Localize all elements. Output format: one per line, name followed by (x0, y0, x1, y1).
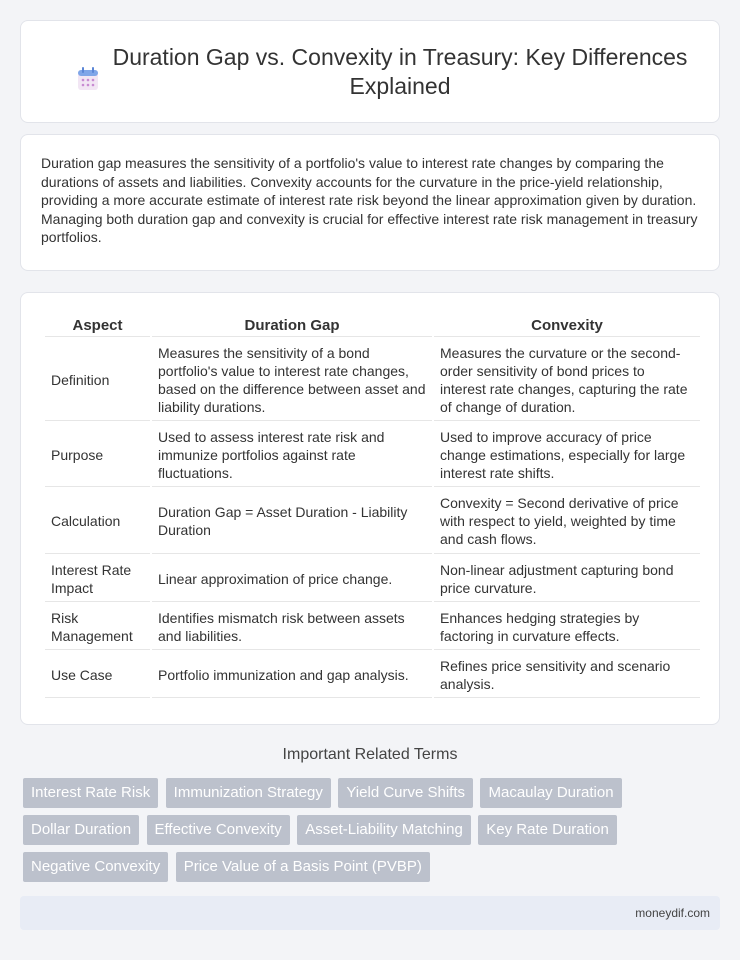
related-term-tag[interactable]: Effective Convexity (147, 815, 290, 845)
comparison-table (43, 313, 702, 700)
related-term-tag[interactable]: Immunization Strategy (166, 778, 331, 808)
footer (20, 896, 720, 930)
table-row (45, 423, 700, 487)
related-term-tag[interactable]: Key Rate Duration (478, 815, 617, 845)
table-row (45, 556, 700, 602)
table-row (45, 489, 700, 554)
comparison-card (20, 292, 720, 725)
table-row (45, 604, 700, 650)
duration-gap-cell: Linear approximation of price change. (152, 556, 432, 602)
related-terms-title: Important Related Terms (282, 746, 458, 763)
convexity-cell: Convexity = Second derivative of price with respect to yield, weighted by time and cash flows. (434, 489, 700, 554)
duration-gap-cell: Measures the sensitivity of a bond portfolio's value to interest rate changes, based on the difference between asset and liability durations. (152, 339, 432, 421)
related-term-tag[interactable]: Interest Rate Risk (23, 778, 158, 808)
aspect-cell: Risk Management (45, 604, 150, 650)
duration-gap-cell: Portfolio immunization and gap analysis. (152, 652, 432, 698)
duration-gap-cell: Duration Gap = Asset Duration - Liability Duration (152, 489, 432, 554)
aspect-cell: Interest Rate Impact (45, 556, 150, 602)
duration-gap-cell: Identifies mismatch risk between assets and liabilities. (152, 604, 432, 650)
header-convexity: Convexity (434, 315, 700, 337)
related-term-tag[interactable]: Price Value of a Basis Point (PVBP) (176, 852, 430, 882)
duration-gap-cell: Used to assess interest rate risk and immunize portfolios against rate fluctuations. (152, 423, 432, 487)
aspect-cell: Definition (45, 339, 150, 421)
header-aspect: Aspect (45, 315, 150, 337)
convexity-cell: Non-linear adjustment capturing bond price curvature. (434, 556, 700, 602)
table-row (45, 339, 700, 421)
site-credit[interactable]: moneydif.com (635, 906, 710, 920)
related-term-tag[interactable]: Asset-Liability Matching (297, 815, 471, 845)
aspect-cell: Use Case (45, 652, 150, 698)
intro-paragraph: Duration gap measures the sensitivity of a portfolio's value to interest rate changes by comparing the durations of assets and liabilities. Convexity accounts for the curvature in the price-yield relationship, providing a more accurate estimate of interest rate risk beyond the linear approximation given by duration. Managing both duration gap and convexity is crucial for effective interest rate risk management in treasury portfolios. (41, 155, 698, 245)
related-term-tag[interactable]: Dollar Duration (23, 815, 139, 845)
related-term-tag[interactable]: Yield Curve Shifts (338, 778, 473, 808)
convexity-cell: Refines price sensitivity and scenario analysis. (434, 652, 700, 698)
related-term-tag[interactable]: Macaulay Duration (480, 778, 621, 808)
table-row (45, 652, 700, 698)
convexity-cell: Used to improve accuracy of price change estimations, especially for large interest rate shifts. (434, 423, 700, 487)
convexity-cell: Enhances hedging strategies by factoring in curvature effects. (434, 604, 700, 650)
related-term-tag[interactable]: Negative Convexity (23, 852, 168, 882)
title-card (20, 20, 720, 123)
convexity-cell: Measures the curvature or the second-order sensitivity of bond prices to interest rate changes, capturing the rate of change of duration. (434, 339, 700, 421)
related-terms-list (23, 778, 703, 889)
header-duration-gap: Duration Gap (152, 315, 432, 337)
aspect-cell: Purpose (45, 423, 150, 487)
table-header-row (45, 315, 700, 337)
aspect-cell: Calculation (45, 489, 150, 554)
page-title: Duration Gap vs. Convexity in Treasury: Key Differences Explained (112, 44, 688, 99)
intro-card (20, 134, 720, 271)
